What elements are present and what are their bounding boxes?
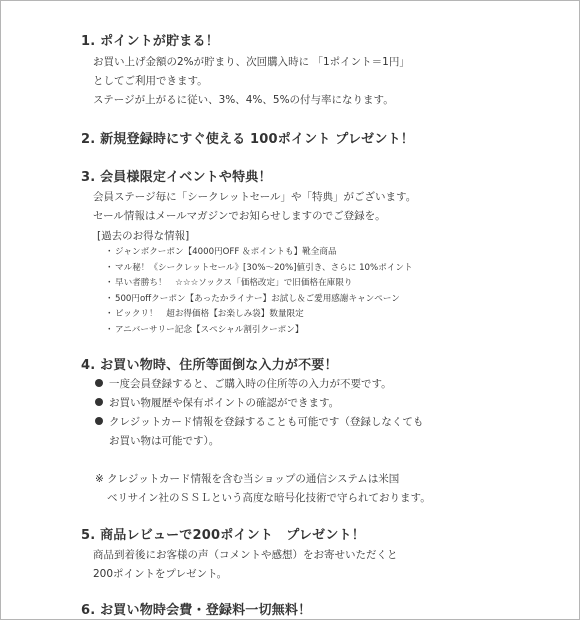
list-item-continuation: お買い物は可能です）。 [109, 434, 220, 447]
list-item [81, 394, 561, 413]
bullet-icon: ・ [105, 293, 114, 304]
bullet-icon: ・ [105, 278, 114, 289]
bullet-icon [95, 398, 103, 406]
list-item [81, 323, 561, 339]
section-points [81, 33, 561, 110]
list-item [81, 292, 561, 308]
bullet-icon: ・ [105, 309, 114, 320]
section-text: としてご利用できます。 [93, 75, 208, 87]
list-item-text: ビックリ！ 超お得価格【お楽しみ袋】数量限定 [115, 309, 304, 320]
section-member-events [81, 169, 561, 339]
list-item-text: ジャンボクーポン【4000円OFF ＆ポイントも】靴全商品 [115, 247, 337, 257]
list-item-text: 早い者勝ち！ ☆☆☆ソックス「価格改定」で旧価格在庫限り [115, 278, 353, 289]
list-item [81, 307, 561, 323]
section-text: 200ポイントをプレゼント。 [93, 567, 228, 580]
benefits-list [81, 33, 561, 620]
bullet-icon [95, 379, 103, 387]
list-item [81, 413, 561, 432]
section-heading-review-points: 5. 商品レビューで200ポイント プレゼント！ [81, 527, 365, 543]
section-heading-easy-checkout: 4. お買い物時、住所等面倒な入力が不要！ [81, 357, 338, 373]
bullet-icon: ・ [105, 324, 114, 335]
list-item [81, 375, 561, 394]
bullet-icon: ・ [105, 247, 114, 257]
section-review-points [81, 527, 561, 584]
list-item-text: 500円offクーポン【あったかライナー】お試し＆ご愛用感謝キャンペーン [115, 293, 400, 304]
section-heading-points: 1. ポイントが貯まる！ [81, 34, 219, 49]
list-item-text: 一度会員登録すると、ご購入時の住所等の入力が不要です。 [109, 377, 392, 390]
list-item-text: クレジットカード情報を登録することも可能です（登録しなくても [109, 415, 424, 428]
section-text: セール情報はメールマガジンでお知らせしますのでご登録を。 [93, 210, 386, 222]
list-item-text: マル秘！《シークレットセール》[30%～20%]値引き、さらに 10%ポイント [115, 262, 413, 273]
bullet-icon [95, 417, 103, 425]
list-item-text: お買い物履歴や保有ポイントの確認ができます。 [109, 396, 340, 409]
section-easy-checkout [81, 357, 561, 508]
list-item [81, 245, 561, 261]
section-text: お買い上げ金額の2%が貯まり、次回購入時に 「1ポイント＝1円」 [93, 56, 410, 68]
list-item [81, 276, 561, 292]
section-free-membership [81, 602, 561, 620]
list-item-text: アニバーサリー記念【スペシャル割引クーポン】 [115, 324, 304, 335]
section-text: 商品到着後にお客様の声（コメントや感想）をお寄せいただくと [93, 548, 398, 561]
section-text: 会員ステージ毎に「シークレットセール」や「特典」がございます。 [93, 191, 417, 203]
section-heading-member-events: 3. 会員様限定イベントや特典！ [81, 170, 272, 185]
section-signup-bonus [81, 131, 561, 149]
bullet-icon: ・ [105, 262, 114, 273]
security-note-continuation: ベリサイン社のＳＳＬという高度な暗号化技術で守られております。 [107, 491, 431, 504]
list-item [81, 261, 561, 277]
security-note: ※ クレジットカード情報を含む当ショップの通信システムは米国 [95, 472, 400, 485]
section-text: ステージが上がるに従い、3%、4%、5%の付与率になります。 [93, 94, 394, 106]
past-deals-list [81, 245, 561, 339]
section-heading-free-membership: 6. お買い物時会費・登録料一切無料！ [81, 602, 312, 618]
section-heading-signup-bonus: 2. 新規登録時にすぐ使える 100ポイント プレゼント！ [81, 132, 414, 147]
past-deals-title: [過去のお得な情報] [97, 230, 190, 242]
